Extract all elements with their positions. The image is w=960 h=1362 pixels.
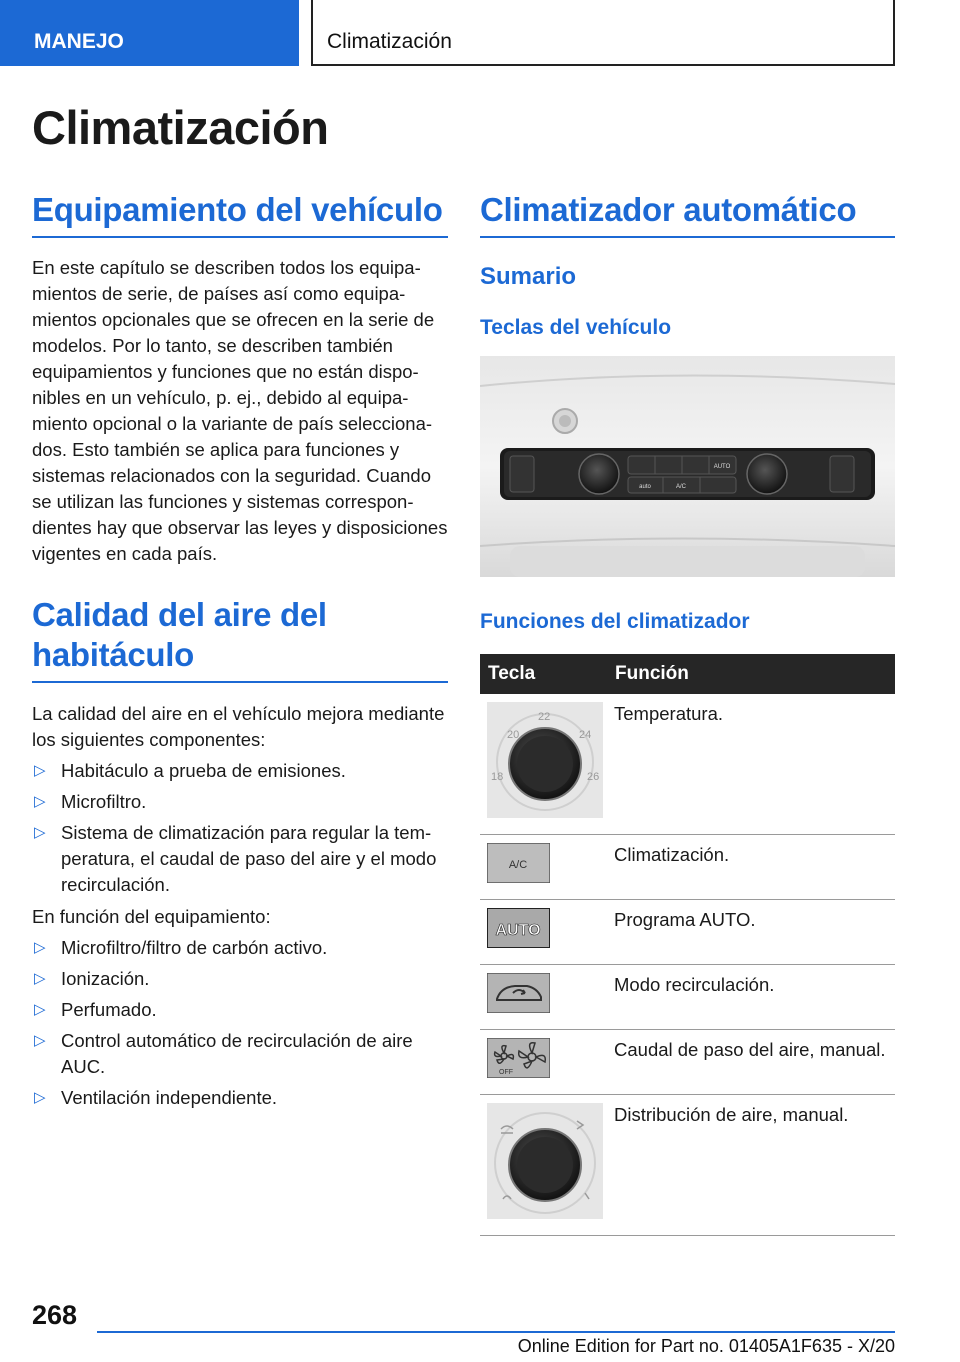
panel-auto-label: AUTO [713, 464, 731, 470]
heading-climatizador: Climatizador automático [480, 190, 895, 238]
header-chapter-label: Climatización [327, 30, 452, 53]
function-text: Modo recirculación. [607, 965, 895, 1030]
ac-button-icon [487, 843, 550, 883]
heading-teclas: Teclas del vehículo [480, 316, 672, 339]
footer-divider [97, 1331, 895, 1333]
bullet-triangle-icon: ▷ [34, 1032, 46, 1049]
table-row [480, 835, 895, 900]
function-text: Caudal de paso del aire, manual. [607, 1030, 895, 1095]
table-header-row [480, 654, 895, 694]
list-item: ▷ Habitáculo a prueba de emisiones. [32, 758, 448, 784]
column-header-tecla: Tecla [480, 654, 607, 694]
list-item: ▷ Microfiltro. [32, 789, 448, 815]
left-column [32, 190, 448, 1111]
function-text: Distribución de aire, manual. [607, 1095, 895, 1236]
temp-scale-24: 24 [579, 729, 592, 741]
bullet-triangle-icon: ▷ [34, 793, 46, 810]
header-section-tab [0, 0, 299, 66]
bullet-triangle-icon: ▷ [34, 1001, 46, 1018]
auto-button-label: AUTO [495, 922, 541, 939]
heading-funciones: Funciones del climatizador [480, 610, 750, 633]
page-number: 268 [32, 1300, 78, 1330]
calidad-intro: La calidad del aire en el vehículo mejora mediante los siguientes componentes: [32, 703, 445, 750]
equipamiento-paragraph: En este capítulo se describen todos los equipamientos de serie, de países así como equipamientos opcionales que se ofrecen en la serie de modelos. Por lo tanto, se describen también equipamientos y funciones que no están disponibles en un vehículo, p. ej., debido al equipamiento opcional o la variante de país seleccionados. Esto también se aplica para funciones y sistemas relacionados con la seguridad. Cuando se utilizan las funciones y sistemas correspondientes hay que observar las leyes y disposiciones vigentes en cada país. [32, 257, 448, 564]
auto-button-icon [487, 908, 550, 948]
list-item: ▷ Control automático de recirculación de aire AUC. [34, 1030, 413, 1077]
recirculation-button-icon [487, 973, 550, 1013]
fan-off-label: OFF [499, 1069, 513, 1076]
ac-button-label: A/C [508, 859, 528, 871]
air-distribution-knob-icon [487, 1103, 603, 1219]
temp-scale-26: 26 [587, 771, 600, 783]
temp-scale-18: 18 [491, 771, 504, 783]
header-section-label: MANEJO [34, 30, 124, 53]
heading-equipamiento: Equipamiento del vehículo [32, 190, 448, 238]
list-item: ▷ Microfiltro/filtro de carbón activo. [32, 935, 448, 961]
right-column [480, 190, 895, 1236]
function-text: Climatización. [607, 835, 895, 900]
equipment-dependent-intro: En función del equipamiento: [32, 906, 271, 927]
table-row [480, 900, 895, 965]
functions-table [480, 654, 895, 1236]
bullet-triangle-icon: ▷ [34, 762, 46, 779]
heading-calidad-aire: Calidad del aire del habitáculo [32, 595, 448, 683]
function-text: Temperatura. [607, 694, 895, 835]
components-list [32, 758, 448, 898]
bullet-triangle-icon: ▷ [34, 970, 46, 987]
function-text: Programa AUTO. [607, 900, 895, 965]
table-row [480, 965, 895, 1030]
list-item: ▷ Sistema de climatización para regular la temperatura, el caudal de paso del aire y el modo recirculación. [34, 822, 437, 895]
panel-ac-label: A/C [675, 484, 687, 490]
page-title: Climatización [32, 101, 329, 154]
bullet-triangle-icon: ▷ [34, 1089, 46, 1106]
panel-auto2-label: auto [639, 484, 651, 490]
list-item: ▷ Ionización. [32, 966, 448, 992]
table-row [480, 1030, 895, 1095]
table-row [480, 1095, 895, 1236]
column-header-funcion: Función [607, 654, 895, 694]
fan-button-icon [487, 1038, 550, 1078]
bullet-triangle-icon: ▷ [34, 939, 46, 956]
heading-sumario: Sumario [480, 263, 577, 290]
optional-list [32, 935, 448, 1111]
list-item: ▷ Perfumado. [32, 997, 448, 1023]
temp-scale-22: 22 [538, 711, 551, 723]
header-chapter-box [311, 0, 895, 66]
temp-scale-20: 20 [507, 729, 520, 741]
list-item: ▷ Ventilación independiente. [32, 1085, 448, 1111]
table-row [480, 694, 895, 835]
climate-panel-photo [480, 356, 895, 577]
footer-edition: Online Edition for Part no. 01405A1F635 - X/20 [517, 1336, 895, 1356]
bullet-triangle-icon: ▷ [34, 824, 46, 841]
temperature-knob-icon [487, 702, 603, 818]
